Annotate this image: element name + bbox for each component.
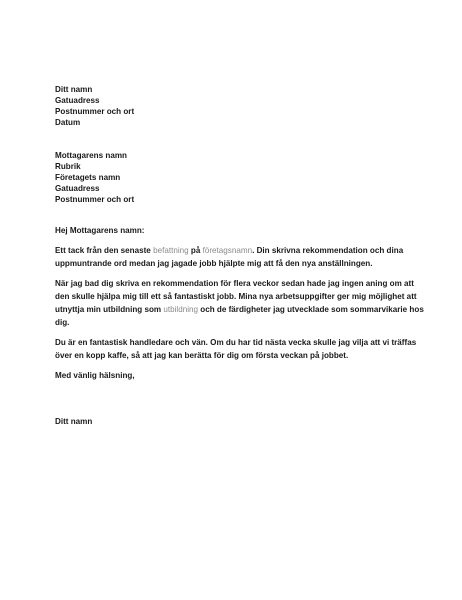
signature (55, 415, 410, 428)
placeholder-education: utbildning (163, 305, 199, 314)
paragraph-2 (55, 277, 424, 329)
paragraph-3 (55, 336, 417, 362)
sender-street: Gatuadress (55, 96, 100, 105)
placeholder-position: befattning (153, 246, 189, 255)
paragraph-2-line-3 (55, 303, 424, 316)
paragraph-1-line-2: uppmuntrande ord medan jag jagade jobb hjälpte mig att få den nya anställningen. (55, 259, 373, 268)
closing (55, 369, 410, 382)
recipient-postal: Postnummer och ort (55, 195, 135, 204)
sender-address-block (55, 84, 415, 128)
greeting-text: Hej Mottagarens namn: (55, 226, 145, 235)
placeholder-company: företagsnamn (202, 246, 253, 255)
text-run: på (188, 246, 203, 255)
text-run: och de färdigheter jag utvecklade som sommarvikarie hos (198, 305, 424, 314)
text-run: . Din skrivna rekommendation och dina (252, 246, 404, 255)
paragraph-1-line-1 (55, 244, 410, 257)
recipient-street: Gatuadress (55, 184, 100, 193)
recipient-heading: Rubrik (55, 162, 81, 171)
paragraph-3-line-1: Du är en fantastisk handledare och vän. Om du har tid nästa vecka skulle jag vilja att vi träffas (55, 338, 417, 347)
sender-postal: Postnummer och ort (55, 107, 135, 116)
paragraph-1 (55, 244, 410, 270)
paragraph-2-line-1: När jag bad dig skriva en rekommendation för flera veckor sedan hade jag ingen aning om att (55, 279, 414, 288)
closing-text: Med vänlig hälsning, (55, 371, 135, 380)
paragraph-2-line-4: dig. (55, 318, 70, 327)
recipient-name: Mottagarens namn (55, 151, 127, 160)
recipient-company: Företagets namn (55, 173, 121, 182)
text-run: Ett tack från den senaste (55, 246, 154, 255)
sender-name: Ditt namn (55, 85, 93, 94)
signature-name: Ditt namn (55, 417, 93, 426)
greeting (55, 224, 410, 237)
recipient-address-block (55, 150, 415, 205)
paragraph-3-line-2: över en kopp kaffe, så att jag kan berätta för dig om första veckan på jobbet. (55, 351, 349, 360)
letter-date: Datum (55, 118, 81, 127)
paragraph-2-line-2: den skulle hjälpa mig till ett så fantastiskt jobb. Mina nya arbetsuppgifter ger mig möjlighet att (55, 292, 417, 301)
text-run: utnyttja min utbildning som (55, 305, 164, 314)
